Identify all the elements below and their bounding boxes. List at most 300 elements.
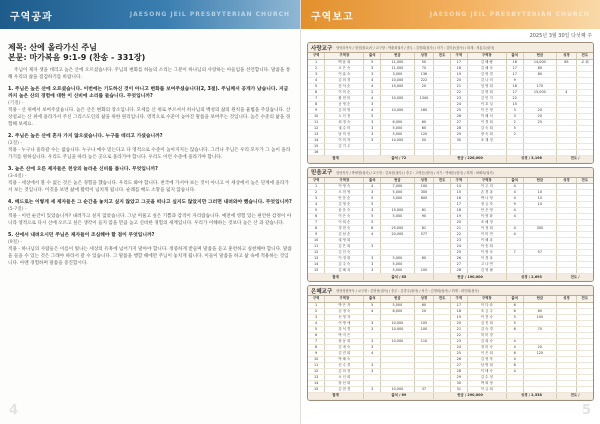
table-cell: 1: [308, 59, 325, 65]
sermon-intro: 주님이 제자 셋을 데리고 높은 산에 오르셨습니다. 주님의 변화를 하늘의 소리는 그분이 하나님의 사랑하는 아들임을 선언합니다. 말씀을 통해 우리의 삶을 점검하기를 바랍니다.: [8, 68, 291, 80]
table-cell: 12: [308, 368, 325, 374]
table-cell: 50: [414, 59, 434, 65]
district-header: [308, 43, 593, 53]
table-cell: 이 혜 옥: [467, 238, 506, 244]
table-cell: 5: [364, 214, 381, 220]
table-cell: 신 수 경: [325, 362, 364, 368]
table-cell: 15,000: [381, 208, 415, 214]
table-cell: 20: [523, 344, 557, 350]
table-cell: 김 미 정: [325, 368, 364, 374]
total-label: 합계: [308, 274, 364, 281]
table-cell: 3: [364, 262, 381, 268]
table-cell: 3: [364, 101, 381, 107]
question-item: [8, 166, 292, 194]
table-cell: 5: [364, 220, 381, 226]
table-cell: 신 영 자: [325, 314, 364, 320]
question-application: 적용 - 누구나 올라갈 수는 없습니다. 누구나 예수 믿는다고 다 영적으로 수준이 높아지지는 않습니다. 그러나 주님은 우리 모두가 그 높이 올라가기를 원하십니다. 우리도 주님을 따라 높은 곳으로 올라가야 합니다. 우리도 이런 수준에 올라가야 합니다.: [8, 148, 291, 160]
table-cell: 20: [450, 220, 467, 226]
table-cell: 4: [308, 77, 325, 83]
question-text: 5. 산에서 내려오시던 주님은 제자들이 조심해야 할 점이 무엇입니까?: [8, 233, 155, 238]
total-attendance: 출석 / 69: [364, 392, 434, 399]
question-answer-blank: (9절) -: [8, 240, 23, 245]
total-attendance: 출석 / 65: [364, 274, 434, 281]
column-header: 전도: [576, 178, 593, 184]
table-cell: 장 숙 희: [467, 131, 506, 137]
table-cell: 4: [506, 226, 523, 232]
table-cell: 1: [308, 184, 325, 190]
table-cell: 120: [414, 131, 434, 137]
table-cell: 3: [308, 71, 325, 77]
table-cell: 3,000: [381, 196, 415, 202]
column-header: 전도: [434, 178, 451, 184]
table-cell: 7: [308, 338, 325, 344]
table-cell: 이 미 순: [325, 89, 364, 95]
column-header: 전도: [576, 53, 593, 59]
table-cell: 28: [450, 368, 467, 374]
table-cell: 7: [308, 220, 325, 226]
table-cell: 23: [450, 95, 467, 101]
question-answer-blank: (5-7절) -: [8, 207, 27, 212]
table-cell: 권 영 희: [325, 238, 364, 244]
table-cell: 18: [450, 308, 467, 314]
table-cell: 24: [450, 101, 467, 107]
table-cell: 3: [364, 268, 381, 274]
table-cell: 3: [308, 196, 325, 202]
question-answer-blank: (3-4절) -: [8, 174, 27, 179]
table-cell: 5,000: [381, 131, 415, 137]
table-cell: 7: [506, 250, 523, 256]
table-cell: 10: [308, 356, 325, 362]
district-table: [308, 296, 593, 400]
table-cell: 17: [450, 59, 467, 65]
table-cell: 3: [364, 125, 381, 131]
table-cell: 김 희 숙: [467, 338, 506, 344]
table-cell: 20,000: [381, 232, 415, 238]
table-cell: 3: [364, 190, 381, 196]
question-answer-blank: (기절) -: [8, 101, 24, 106]
table-cell: 22: [506, 95, 523, 101]
total-row: [308, 155, 593, 162]
table-cell: 노 인 정: [325, 113, 364, 119]
table-cell: 20: [414, 83, 434, 89]
table-cell: 16: [308, 149, 325, 155]
table-cell: 김 수 정: [467, 374, 506, 380]
table-cell: 5: [364, 59, 381, 65]
table-cell: 600: [414, 196, 434, 202]
table-cell: 30: [450, 137, 467, 143]
table-cell: 오 미 영: [325, 190, 364, 196]
table-cell: 4: [506, 190, 523, 196]
table-cell: 이 은 영: [467, 107, 506, 113]
column-header: 구역장: [467, 178, 506, 184]
column-header: 헌금: [523, 296, 557, 302]
column-header: 전도: [434, 53, 451, 59]
table-cell: 17: [450, 302, 467, 308]
table-cell: 23: [450, 238, 467, 244]
table-cell: 22: [450, 332, 467, 338]
table-cell: 2: [506, 119, 523, 125]
table-cell: 3: [506, 107, 523, 113]
question-application: 적용 - 세상에서 볼 수 없는 것은 높은 경험을 했습니다. 우리도 봐야 합니다. 천국에 가서야 보는 것이 아니고 이 세상에서 높은 단계에 올라가서 보는 것입니다. 이것을 보면 삶에 활력이 넘치게 됩니다. 순례를 배도 소망을 잃지 않습니다.: [8, 181, 289, 193]
table-cell: 김 숙 경: [467, 326, 506, 332]
total-evangel: 전도 /: [557, 274, 593, 281]
table-cell: 안 은 영: [467, 208, 506, 214]
table-cell: 이 주 리: [467, 184, 506, 190]
table-cell: 105: [414, 320, 434, 326]
table-cell: 4: [364, 350, 381, 356]
column-header: 전도: [434, 296, 451, 302]
table-cell: 8: [506, 362, 523, 368]
page-number-left: 4: [9, 403, 19, 418]
table-cell: 4: [506, 344, 523, 350]
table-cell: 이 다 라: [467, 302, 506, 308]
table-cell: 조 금 주: [467, 308, 506, 314]
column-header: 구역장: [325, 296, 364, 302]
table-cell: 교 회: [576, 59, 593, 65]
table-cell: 25: [450, 250, 467, 256]
table-cell: 이 희 순: [325, 220, 364, 226]
table-cell: 6: [506, 308, 523, 314]
table-cell: 29: [450, 131, 467, 137]
table-cell: 20: [450, 77, 467, 83]
table-cell: 10,000: [381, 320, 415, 326]
table-cell: 65: [557, 59, 577, 65]
table-cell: 23: [450, 338, 467, 344]
table-cell: 60: [414, 256, 434, 262]
table-cell: 18: [450, 208, 467, 214]
table-cell: 14: [308, 380, 325, 386]
table-cell: 15,000: [381, 83, 415, 89]
question-application: 적용 - 산 위에서 보여주셨습니다. 높은 산은 변화의 장소입니다. 모세를 산 위로 부르셔서 하나님의 백성의 삶의 원칙을 율법을 주셨습니다. 산상설교는 산 위에 올라가서 주신 그리스도인의 삶을 위한 원리입니다. 영적으로 수준이 높아진 말씀을 보여주는 것입니다. 높은 수준의 삶을 경험해 보세요.: [8, 108, 291, 127]
table-cell: 20: [523, 113, 557, 119]
table-cell: 3: [364, 338, 381, 344]
table-cell: 4: [364, 77, 381, 83]
column-header: 성경: [414, 178, 434, 184]
table-cell: 5: [308, 83, 325, 89]
table-cell: 공 영 순: [325, 101, 364, 107]
table-cell: 3: [364, 244, 381, 250]
column-header: 출석: [364, 296, 381, 302]
table-cell: 16: [450, 196, 467, 202]
column-header: 성경: [414, 296, 434, 302]
table-cell: 이 영 숙: [467, 250, 506, 256]
table-cell: 4: [364, 95, 381, 101]
table-cell: 8: [308, 344, 325, 350]
table-cell: 김 진 희: [325, 350, 364, 356]
table-cell: 15: [450, 190, 467, 196]
table-cell: 27: [450, 262, 467, 268]
table-cell: 10: [523, 196, 557, 202]
question-item: [8, 199, 292, 227]
table-cell: 4: [364, 107, 381, 113]
column-header: 구역장: [467, 53, 506, 59]
column-header: 출석: [364, 53, 381, 59]
table-cell: 10,000: [381, 107, 415, 113]
table-cell: 27: [450, 362, 467, 368]
table-cell: 70: [523, 326, 557, 332]
table-cell: 5: [308, 208, 325, 214]
column-header: 헌금: [523, 178, 557, 184]
table-cell: 남 미 선: [325, 131, 364, 137]
table-cell: 오 은 숙: [325, 65, 364, 71]
table-cell: 6: [308, 89, 325, 95]
table-cell: 김 현 경: [325, 386, 364, 392]
table-cell: 17: [450, 202, 467, 208]
table-cell: 4: [364, 308, 381, 314]
table-cell: 6: [506, 302, 523, 308]
table-cell: 윤 운 숙: [325, 208, 364, 214]
table-cell: 2: [364, 89, 381, 95]
table-cell: 6: [506, 350, 523, 356]
question-list: [8, 86, 292, 267]
church-name: JAESONG JEIL PRESBYTERIAN CHURCH: [129, 11, 290, 18]
table-cell: 김 정 숙: [325, 308, 364, 314]
column-header: 출석: [506, 53, 523, 59]
table-cell: 3: [364, 320, 381, 326]
table-cell: 28: [450, 268, 467, 274]
table-cell: 5,000: [381, 214, 415, 220]
district-name: 은혜교구: [311, 288, 333, 295]
table-cell: 4: [506, 184, 523, 190]
table-cell: 19: [450, 214, 467, 220]
column-header: 성경: [557, 53, 577, 59]
table-cell: 6: [308, 214, 325, 220]
column-header: 헌금: [381, 296, 415, 302]
table-cell: 5,000: [381, 268, 415, 274]
table-cell: 15,000: [523, 89, 557, 95]
table-cell: 5: [506, 125, 523, 131]
table-cell: 37: [414, 386, 434, 392]
table-cell: 이 명 애: [325, 320, 364, 326]
table-cell: 이 정 희: [467, 226, 506, 232]
table-cell: 4: [506, 356, 523, 362]
table-cell: 26: [450, 256, 467, 262]
table-cell: 백 윤 희: [325, 59, 364, 65]
table-cell: 11,000: [381, 59, 415, 65]
table-cell: 15: [308, 386, 325, 392]
question-text: 2. 주님은 높은 산에 혼자 가지 않으셨습니다. 누구를 데리고 가셨습니까?: [8, 134, 163, 139]
table-cell: 5: [364, 196, 381, 202]
table-cell: 60: [414, 119, 434, 125]
table-cell: 10: [523, 190, 557, 196]
column-header: 헌금: [381, 53, 415, 59]
table-cell: 22: [450, 232, 467, 238]
table-cell: 남 명 희: [467, 362, 506, 368]
table-cell: 3: [364, 368, 381, 374]
column-header: 출석: [364, 178, 381, 184]
table-cell: 81: [414, 226, 434, 232]
table-cell: 최 정 숙: [325, 119, 364, 125]
table-cell: 25: [450, 107, 467, 113]
lesson-header-title: 구역공과: [10, 12, 53, 23]
table-cell: 김 미 경: [325, 77, 364, 83]
table-cell: 9: [506, 77, 523, 83]
table-cell: 17: [506, 89, 523, 95]
table-cell: 박 혜 숙: [325, 356, 364, 362]
total-bible: 성경 / 3,196: [506, 155, 556, 162]
column-header: 구역: [450, 178, 467, 184]
table-cell: 19: [450, 71, 467, 77]
question-item: [8, 86, 292, 128]
column-header: 출석: [506, 296, 523, 302]
lesson-header: [0, 0, 300, 29]
table-cell: 3: [364, 362, 381, 368]
table-cell: 4: [364, 232, 381, 238]
table-cell: 1340: [414, 95, 434, 101]
table-cell: 김 진 희: [467, 320, 506, 326]
table-cell: 125: [523, 350, 557, 356]
lesson-body: [0, 29, 300, 267]
table-cell: 26: [450, 356, 467, 362]
question-application: 적용 - 하나님의 사람들은 이름이 빛나는 세상의 유혹에 넘어가지 말아야 합니다. 정중하게 받들며 말씀을 듣고 훈련하고 실천해야 합니다. 말씀을 들을 수 있는 것은 그래야 따라서 갈 수 있습니다. 그 말씀을 행할 때에만 주님이 놓치게 됩니다. 이들이 말씀을 하고 삶 속에 적용하는 것입니다. 아멘 경험하며 말씀을 증진합시다.: [8, 247, 292, 266]
table-cell: 100: [523, 314, 557, 320]
table-cell: 25,000: [381, 226, 415, 232]
table-cell: 이 효 숙: [325, 71, 364, 77]
district-header: [308, 286, 593, 296]
table-cell: 김 민 지: [467, 95, 506, 101]
total-bible: 성경 / 2,695: [506, 274, 556, 281]
column-header: 성경: [557, 296, 577, 302]
table-cell: 4: [506, 214, 523, 220]
table-cell: 4: [506, 368, 523, 374]
table-cell: 5: [364, 113, 381, 119]
table-cell: 4: [506, 196, 523, 202]
table-cell: 61: [414, 208, 434, 214]
column-header: 성경: [414, 53, 434, 59]
table-cell: 222: [414, 77, 434, 83]
table-cell: 강 석 경: [325, 326, 364, 332]
table-cell: 20: [450, 320, 467, 326]
total-bible: 성경 / 2,538: [506, 392, 556, 399]
column-header: 성경: [557, 178, 577, 184]
table-cell: 14,000: [523, 59, 557, 65]
table-cell: 5,000: [381, 302, 415, 308]
table-cell: 13: [308, 256, 325, 262]
table-cell: 8,000: [381, 308, 415, 314]
table-cell: 5,000: [381, 190, 415, 196]
table-cell: 정 현 숙: [325, 226, 364, 232]
table-cell: 17: [506, 71, 523, 77]
table-cell: 18: [506, 83, 523, 89]
table-cell: 31: [450, 386, 467, 392]
column-header: 구역: [450, 296, 467, 302]
table-cell: 3: [364, 71, 381, 77]
table-cell: 26: [450, 113, 467, 119]
table-cell: 50: [414, 137, 434, 143]
table-cell: 장 동 희: [325, 338, 364, 344]
table-cell: 이 경 옥: [467, 256, 506, 262]
table-cell: 3: [506, 113, 523, 119]
table-cell: 박 은 자: [325, 302, 364, 308]
table-cell: 이 전 숙: [467, 314, 506, 320]
table-cell: 4: [506, 208, 523, 214]
table-cell: 이 은 희: [467, 350, 506, 356]
table-cell: 13: [308, 374, 325, 380]
table-cell: 3: [308, 314, 325, 320]
table-cell: 1: [308, 302, 325, 308]
total-label: 합계: [308, 392, 364, 399]
table-cell: 60: [414, 302, 434, 308]
table-cell: 5: [506, 320, 523, 326]
table-cell: 김 은 희: [325, 244, 364, 250]
table-cell: 박 희 영: [467, 380, 506, 386]
table-cell: 10: [523, 202, 557, 208]
table-cell: 60: [414, 125, 434, 131]
table-cell: 3: [364, 256, 381, 262]
table-cell: 이 태 숙: [467, 368, 506, 374]
table-cell: 8: [308, 101, 325, 107]
table-cell: 이 호 설: [467, 101, 506, 107]
table-cell: 10: [308, 238, 325, 244]
table-cell: 4: [364, 184, 381, 190]
table-cell: 5: [364, 202, 381, 208]
table-cell: 3: [364, 65, 381, 71]
table-cell: 정 미 숙: [467, 344, 506, 350]
column-header: 구역장: [325, 53, 364, 59]
table-cell: 김 영 경: [467, 71, 506, 77]
table-cell: 21: [450, 226, 467, 232]
report-header: [301, 0, 600, 29]
table-cell: 3: [364, 326, 381, 332]
table-cell: 김 애 숙: [325, 344, 364, 350]
table-cell: 21: [450, 326, 467, 332]
table-cell: 안 문 순: [325, 196, 364, 202]
column-header: 구역: [308, 53, 325, 59]
table-cell: 김 주 숙: [325, 262, 364, 268]
table-cell: 김 인 숙: [325, 250, 364, 256]
table-cell: 이 영 숙: [325, 184, 364, 190]
table-cell: 김 나 미: [467, 77, 506, 83]
question-answer-blank: (2절) -: [8, 141, 23, 146]
table-cell: 6,000: [381, 119, 415, 125]
table-cell: 11: [308, 362, 325, 368]
column-header: 구역: [308, 178, 325, 184]
table-cell: 24: [450, 344, 467, 350]
table-cell: 100: [414, 184, 434, 190]
table-cell: 90: [414, 214, 434, 220]
question-text: 4. 베드로는 이렇게 세 제자들은 그 순간을 놓치고 싶지 않았고 그곳을 떠나고 싶지도 않았지만 그러면 내려와야 했습니다. 무엇입니까?: [8, 200, 292, 205]
table-cell: 11: [308, 119, 325, 125]
total-evangel: 전도 /: [557, 155, 593, 162]
district-name: 믿음교구: [311, 170, 333, 176]
table-cell: 110: [414, 338, 434, 344]
table-cell: 2: [308, 65, 325, 71]
table-cell: 2: [308, 308, 325, 314]
table-cell: 3: [364, 137, 381, 143]
district-table: [308, 178, 593, 282]
total-row: [308, 274, 593, 281]
sermon-passage: 본문: 마가복음 9:1-9 (찬송 - 331장): [8, 53, 146, 62]
table-cell: 5: [308, 326, 325, 332]
table-cell: 4: [506, 232, 523, 238]
table-cell: 80: [523, 65, 557, 71]
table-cell: 송 석 순: [325, 83, 364, 89]
table-cell: 8: [308, 226, 325, 232]
table-cell: 4: [308, 320, 325, 326]
table-cell: 김 영 자: [467, 356, 506, 362]
table-cell: 4: [308, 202, 325, 208]
table-cell: 조 혜 정: [467, 220, 506, 226]
table-cell: 오 인 희: [325, 374, 364, 380]
table-cell: 조 재 정: [467, 137, 506, 143]
total-evangel: 전도 /: [557, 392, 593, 399]
district-header: [308, 168, 593, 178]
table-cell: 60: [523, 308, 557, 314]
table-cell: 22: [450, 89, 467, 95]
column-header: 구역장: [467, 296, 506, 302]
table-cell: 김 혜 숙: [467, 65, 506, 71]
table-cell: 10,000: [381, 386, 415, 392]
